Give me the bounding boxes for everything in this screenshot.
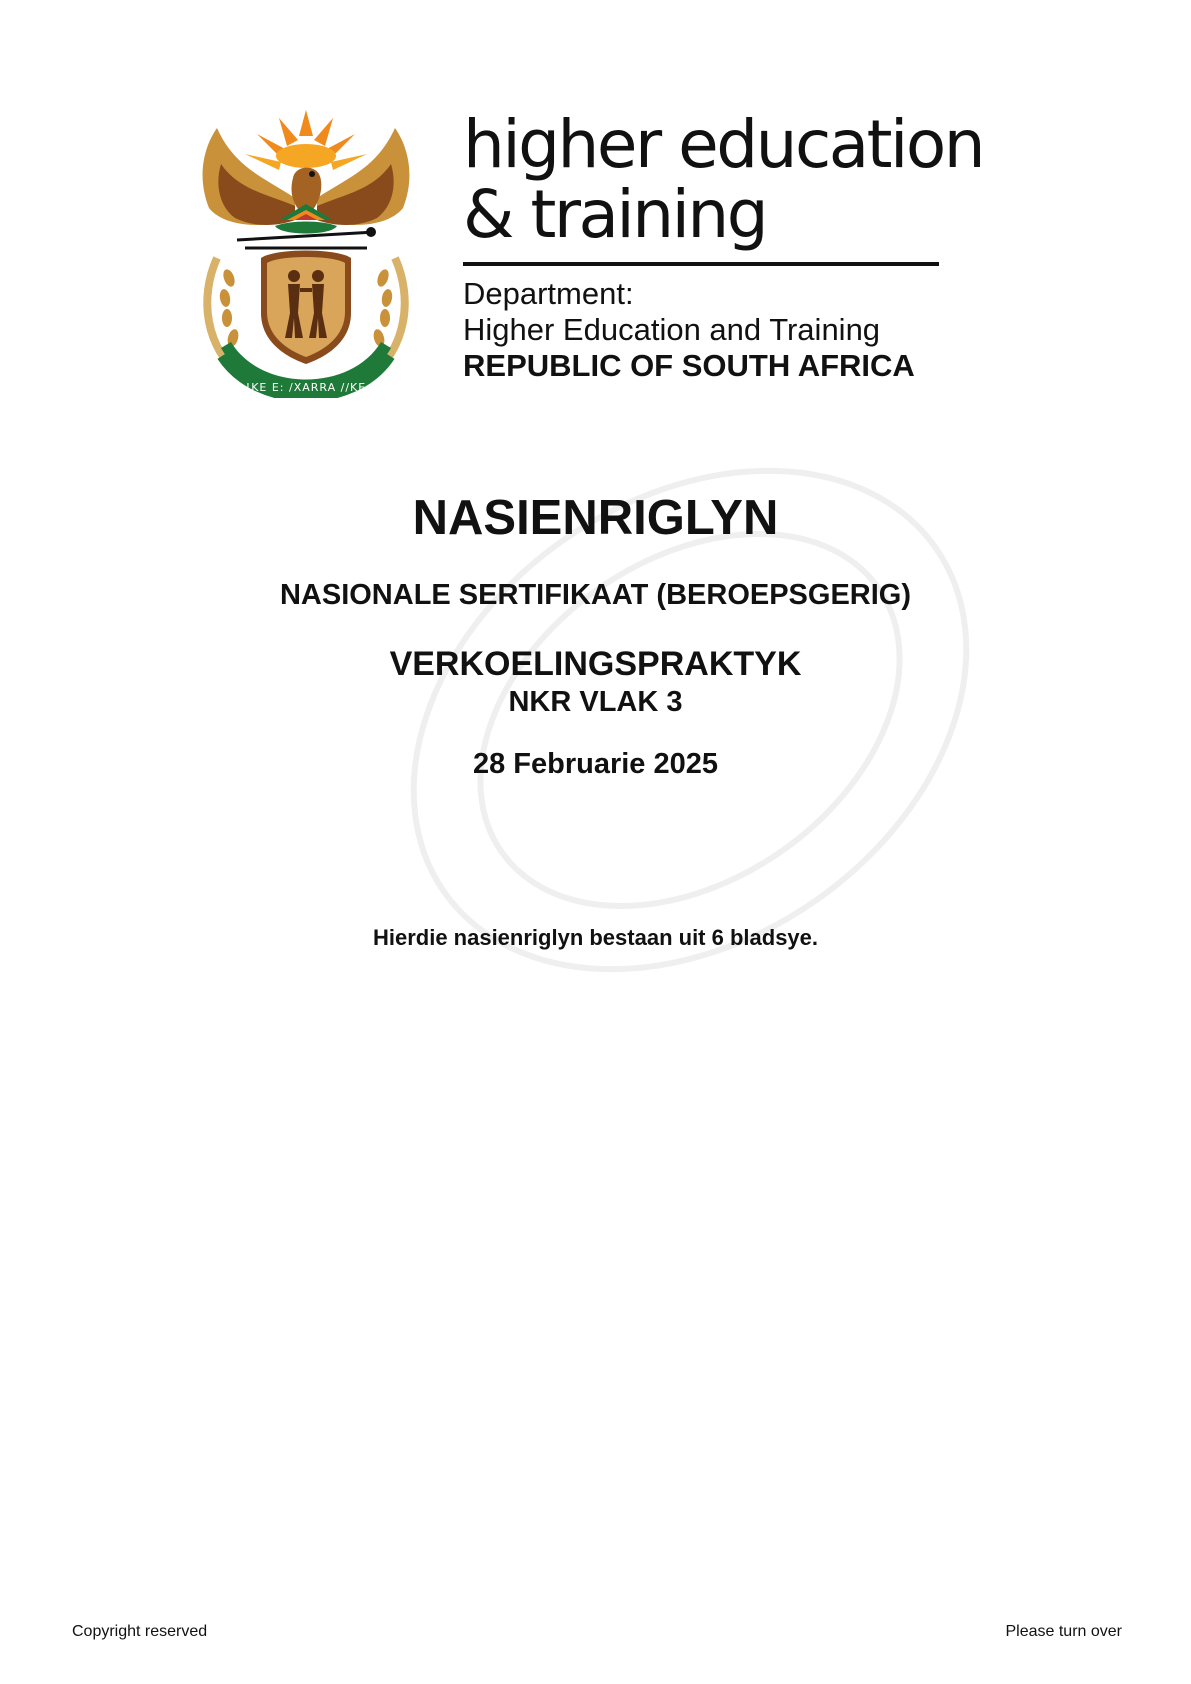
footer-copyright: Copyright reserved — [72, 1623, 208, 1640]
department-block — [463, 276, 963, 384]
brand-line-1: higher education — [463, 106, 984, 183]
footer-turn-over: Please turn over — [1005, 1623, 1122, 1640]
page-count-note: Hierdie nasienriglyn bestaan uit 6 bladsye. — [372, 925, 819, 950]
coat-of-arms-icon — [195, 108, 417, 398]
country-name: REPUBLIC OF SOUTH AFRICA — [463, 348, 915, 383]
subject-title: VERKOELINGSPRAKTYK — [389, 645, 802, 683]
watermark-seal — [260, 360, 1060, 1120]
sun-icon — [245, 110, 367, 170]
header-logo-block — [195, 106, 984, 408]
brand-line-2: & training — [463, 176, 767, 253]
svg-text:!KE E: /XARRA //KE: !KE E: /XARRA //KE — [245, 381, 367, 394]
document-title: NASIENRIGLYN — [412, 491, 779, 545]
brand-divider — [463, 262, 939, 266]
level-title: NKR VLAK 3 — [508, 686, 683, 718]
brand-wordmark — [463, 106, 984, 253]
certificate-title: NASIONALE SERTIFIKAAT (BEROEPSGERIG) — [279, 579, 912, 611]
department-name: Higher Education and Training — [463, 312, 881, 347]
exam-date: 28 Februarie 2025 — [472, 748, 719, 780]
department-label: Department: — [463, 276, 634, 311]
